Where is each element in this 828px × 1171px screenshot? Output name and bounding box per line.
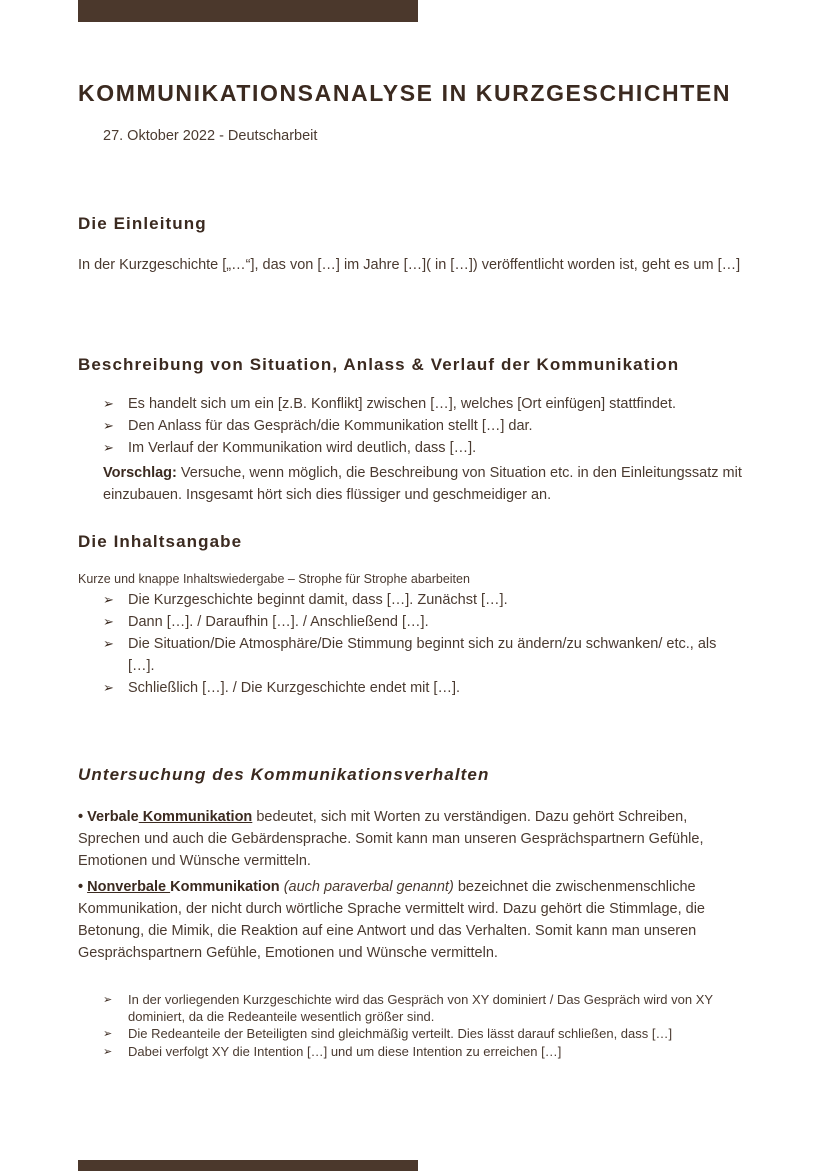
arrow-bullet-icon: ➢	[103, 680, 114, 695]
list-item: ➢ In der vorliegenden Kurzgeschichte wird das Gespräch von XY dominiert / Das Gespräch wird von XY dominiert, da die Redeanteile wesentlich größer sind.	[103, 992, 713, 1024]
nonverbal-note: (auch paraverbal genannt)	[283, 879, 454, 895]
arrow-bullet-icon: ➢	[103, 396, 114, 411]
verbal-paragraph: • Verbale Kommunikation bedeutet, sich mit Worten zu verständigen. Dazu gehört Schreiben, Sprechen und auch die Gebärdensprache. Somit kann man unseren Gesprächspartnern Gefühle, Emotionen und Wünsche vermitteln.	[78, 809, 704, 869]
untersuchung-list	[103, 992, 713, 1061]
arrow-bullet-icon: ➢	[103, 614, 114, 629]
document-date: 27. Oktober 2022 - Deutscharbeit	[103, 128, 318, 144]
list-item: ➢ Die Situation/Die Atmosphäre/Die Stimmung beginnt sich zu ändern/zu schwanken/ etc., als […].	[103, 633, 738, 677]
arrow-bullet-icon: ➢	[103, 1028, 113, 1040]
list-item: ➢ Die Redeanteile der Beteiligten sind gleichmäßig verteilt. Dies lässt darauf schließen, dass […]	[103, 1026, 673, 1041]
arrow-bullet-icon: ➢	[103, 418, 114, 433]
suggestion-label: Vorschlag:	[103, 465, 177, 481]
list-item: ➢ Es handelt sich um ein [z.B. Konflikt] zwischen […], welches [Ort einfügen] stattfindet.	[103, 393, 763, 415]
verbal-label: Verbale Kommunikation	[87, 809, 253, 825]
beschreibung-list	[103, 393, 763, 459]
list-item: ➢ Dann […]. / Daraufhin […]. / Anschließend […].	[103, 611, 738, 633]
page-title: KOMMUNIKATIONSANALYSE IN KURZGESCHICHTEN	[78, 80, 732, 106]
list-item: ➢ Den Anlass für das Gespräch/die Kommunikation stellt […] dar.	[103, 415, 763, 437]
section-heading-einleitung: Die Einleitung	[78, 214, 207, 233]
arrow-bullet-icon: ➢	[103, 592, 114, 607]
suggestion-note: Vorschlag: Versuche, wenn möglich, die Beschreibung von Situation etc. in den Einleitungssatz mit einzubauen. Insgesamt hört sich dies flüssiger und geschmeidiger an.	[103, 465, 742, 503]
nonverbal-paragraph: • Nonverbale Kommunikation (auch paraverbal genannt) bezeichnet die zwischenmenschliche Kommunikation, der nicht durch wörtliche Sprache vermittelt wird. Dazu gehört die Stimmlage, die Betonung, die Mimik, die Reaktion auf eine Antwort und das Verhalten. Somit kann man unseren Gesprächspartnern Gefühle, Emotionen und Wünsche vermitteln.	[78, 879, 705, 961]
einleitung-text: In der Kurzgeschichte [„…“], das von […] im Jahre […]( in […]) veröffentlicht worden ist, geht es um […]	[78, 257, 741, 273]
bullet: •	[78, 879, 84, 895]
footer-bar	[78, 1160, 418, 1171]
list-item: ➢ Dabei verfolgt XY die Intention […] und um diese Intention zu erreichen […]	[103, 1043, 562, 1059]
nonverbal-label: Nonverbale Kommunikation	[87, 879, 280, 895]
arrow-bullet-icon: ➢	[103, 994, 113, 1006]
inhaltsangabe-list	[103, 589, 738, 699]
arrow-bullet-icon: ➢	[103, 636, 114, 651]
inhaltsangabe-intro: Kurze und knappe Inhaltswiedergabe – Strophe für Strophe abarbeiten	[78, 572, 470, 586]
section-heading-untersuchung: Untersuchung des Kommunikationsverhalten	[78, 765, 490, 784]
list-item: ➢ Die Kurzgeschichte beginnt damit, dass […]. Zunächst […].	[103, 589, 738, 611]
arrow-bullet-icon: ➢	[103, 440, 114, 455]
arrow-bullet-icon: ➢	[103, 1045, 113, 1058]
list-item: ➢ Schließlich […]. / Die Kurzgeschichte endet mit […].	[103, 677, 738, 699]
list-item: ➢ Im Verlauf der Kommunikation wird deutlich, dass […].	[103, 437, 763, 459]
header-bar	[78, 0, 418, 22]
section-heading-beschreibung: Beschreibung von Situation, Anlass & Verlauf der Kommunikation	[78, 355, 680, 374]
bullet: •	[78, 809, 84, 825]
section-heading-inhaltsangabe: Die Inhaltsangabe	[78, 532, 243, 551]
